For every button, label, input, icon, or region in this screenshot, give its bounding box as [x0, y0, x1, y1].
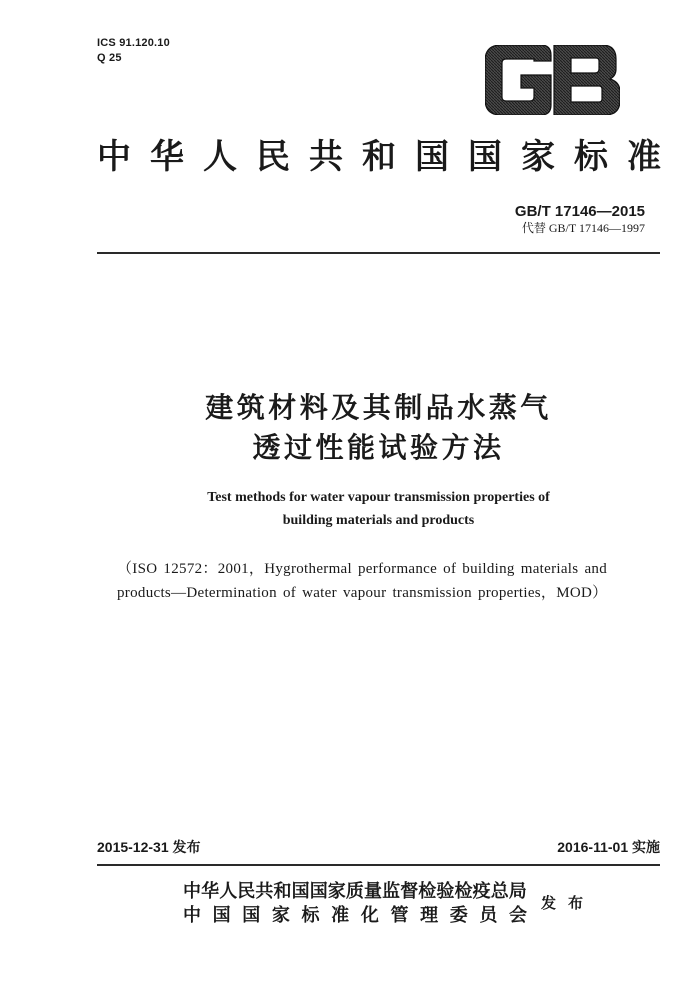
footer-divider [97, 864, 660, 866]
issue-date: 2015-12-31 发布 [97, 839, 201, 855]
replaces-standard: 代替 GB/T 17146—1997 [521, 221, 645, 235]
chinese-title-line-2: 透过性能试验方法 [252, 431, 505, 464]
chinese-title-line-1: 建筑材料及其制品水蒸气 [205, 391, 552, 424]
ics-code: ICS 91.120.10 [97, 37, 170, 49]
ccs-code: Q 25 [97, 52, 122, 64]
logo-letter-g [485, 45, 551, 115]
gb-logo [485, 45, 620, 115]
issuer-aqsiq: 中华人民共和国国家质量监督检验检疫总局 [183, 881, 527, 902]
english-title-line-2: building materials and products [282, 513, 475, 528]
issued-label: 发 布 [541, 894, 583, 912]
logo-letter-b [554, 45, 620, 115]
issuer-sac: 中 国 国 家 标 准 化 管 理 委 员 会 [183, 905, 527, 926]
national-standard-title: 中华人民共和国国家标准 [97, 137, 680, 177]
iso-reference-line-1: （ISO 12572：2001，Hygrothermal performance of building materials and [117, 561, 608, 577]
iso-reference-line-2: products—Determination of water vapour transmission properties，MOD） [117, 585, 608, 601]
standard-number: GB/T 17146—2015 [514, 203, 645, 220]
header-divider [97, 252, 660, 254]
implementation-date: 2016-11-01 实施 [557, 839, 660, 855]
english-title-line-1: Test methods for water vapour transmission properties of [207, 490, 550, 505]
